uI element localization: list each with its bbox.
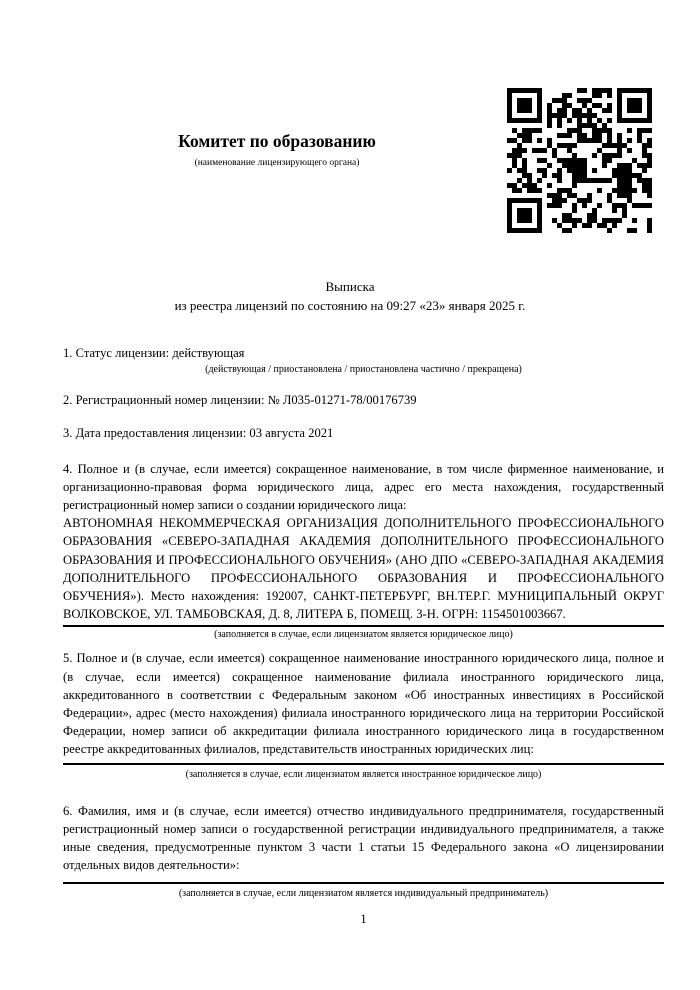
document-title-line2: из реестра лицензий по состоянию на 09:27 «23» января 2025 г. — [174, 297, 526, 313]
legal-entity-value: АВТОНОМНАЯ НЕКОММЕРЧЕСКАЯ ОРГАНИЗАЦИЯ ДОПОЛНИТЕЛЬНОГО ПРОФЕССИОНАЛЬНОГО ОБРАЗОВАНИЯ «СЕВЕРО-ЗАПАДНАЯ АКАДЕМИЯ ДОПОЛНИТЕЛЬНОГО ПРОФЕССИОНАЛЬНОГО ОБРАЗОВАНИЯ И ПРОФЕССИОНАЛЬНОГО ОБУЧЕНИЯ» (АНО ДПО «СЕВЕРО-ЗАПАДНАЯ АКАДЕМИЯ ДОПОЛНИТЕЛЬНОГО ПРОФЕССИОНАЛЬНОГО ОБРАЗОВАНИЯ И ПРОФЕССИОНАЛЬНОГО ОБУЧЕНИЯ»). Место нахождения: 192007, САНКТ-ПЕТЕРБУРГ, ВН.ТЕР.Г. МУНИЦИПАЛЬНЫЙ ОКРУГ ВОЛКОВСКОЕ, УЛ. ТАМБОВСКАЯ, Д. 8, ЛИТЕРА Б, ПОМЕЩ. 3-Н. ОГРН: 1154501003667. — [63, 516, 664, 622]
foreign-entity-clause: 5. Полное и (в случае, если имеется) сокращенное наименование иностранного юридического лица, полное и (в случае, если имеется) сокращенное наименование филиала иностранного юридического лица, аккредитованного в соответствии с Федеральным законом «Об иностранных инвестициях в Российской Федерации», адрес (место нахождения) филиала иностранного юридического лица на территории Российской Федерации, номер записи об аккредитации филиала иностранного юридического лица в государственном реестре аккредитованных филиалов, представительств иностранных юридических лиц: — [63, 651, 664, 757]
separator-line-legal-entity — [63, 625, 664, 627]
authority-caption: (наименование лицензирующего органа) — [194, 158, 360, 168]
document-title-line1: Выписка — [325, 279, 375, 294]
separator-line-individual-entrepreneur — [63, 882, 664, 884]
license-status-options-caption: (действующая / приостановлена / приостановлена частично / прекращена) — [205, 364, 522, 376]
separator-line-foreign-entity — [63, 763, 664, 765]
license-registration-number: 2. Регистрационный номер лицензии: № Л035-01271-78/00176739 — [63, 393, 417, 408]
legal-entity-caption: (заполняется в случае, если лицензиатом является юридическое лицо) — [214, 629, 513, 641]
licensing-authority-block — [63, 86, 491, 169]
legal-entity-clause: 4. Полное и (в случае, если имеется) сокращенное наименование, в том числе фирменное наименование, и организационно-правовая форма юридического лица, адрес его места нахождения, государственный регистрационный номер записи о создании юридического лица: — [63, 461, 664, 513]
document-body — [0, 344, 700, 927]
license-grant-date: 3. Дата предоставления лицензии: 03 августа 2021 — [63, 426, 334, 441]
individual-entrepreneur-caption: (заполняется в случае, если лицензиатом является индивидуальный предприниматель) — [178, 888, 549, 900]
page-number: 1 — [360, 912, 367, 927]
qr-code-icon — [507, 86, 652, 236]
document-header — [0, 0, 700, 236]
individual-entrepreneur-clause: 6. Фамилия, имя и (в случае, если имеется) отчество индивидуального предпринимателя, государственный регистрационный номер записи о государственной регистрации индивидуального предпринимателя, а также иные сведения, предусмотренные пунктом 3 части 1 статьи 15 Федерального закона «О лицензировании отдельных видов деятельности»: — [63, 803, 664, 873]
authority-name: Комитет по образованию — [178, 131, 376, 151]
foreign-entity-caption: (заполняется в случае, если лицензиатом является иностранное юридическое лицо) — [185, 768, 542, 780]
license-status: 1. Статус лицензии: действующая — [63, 346, 245, 360]
document-title — [0, 278, 700, 315]
